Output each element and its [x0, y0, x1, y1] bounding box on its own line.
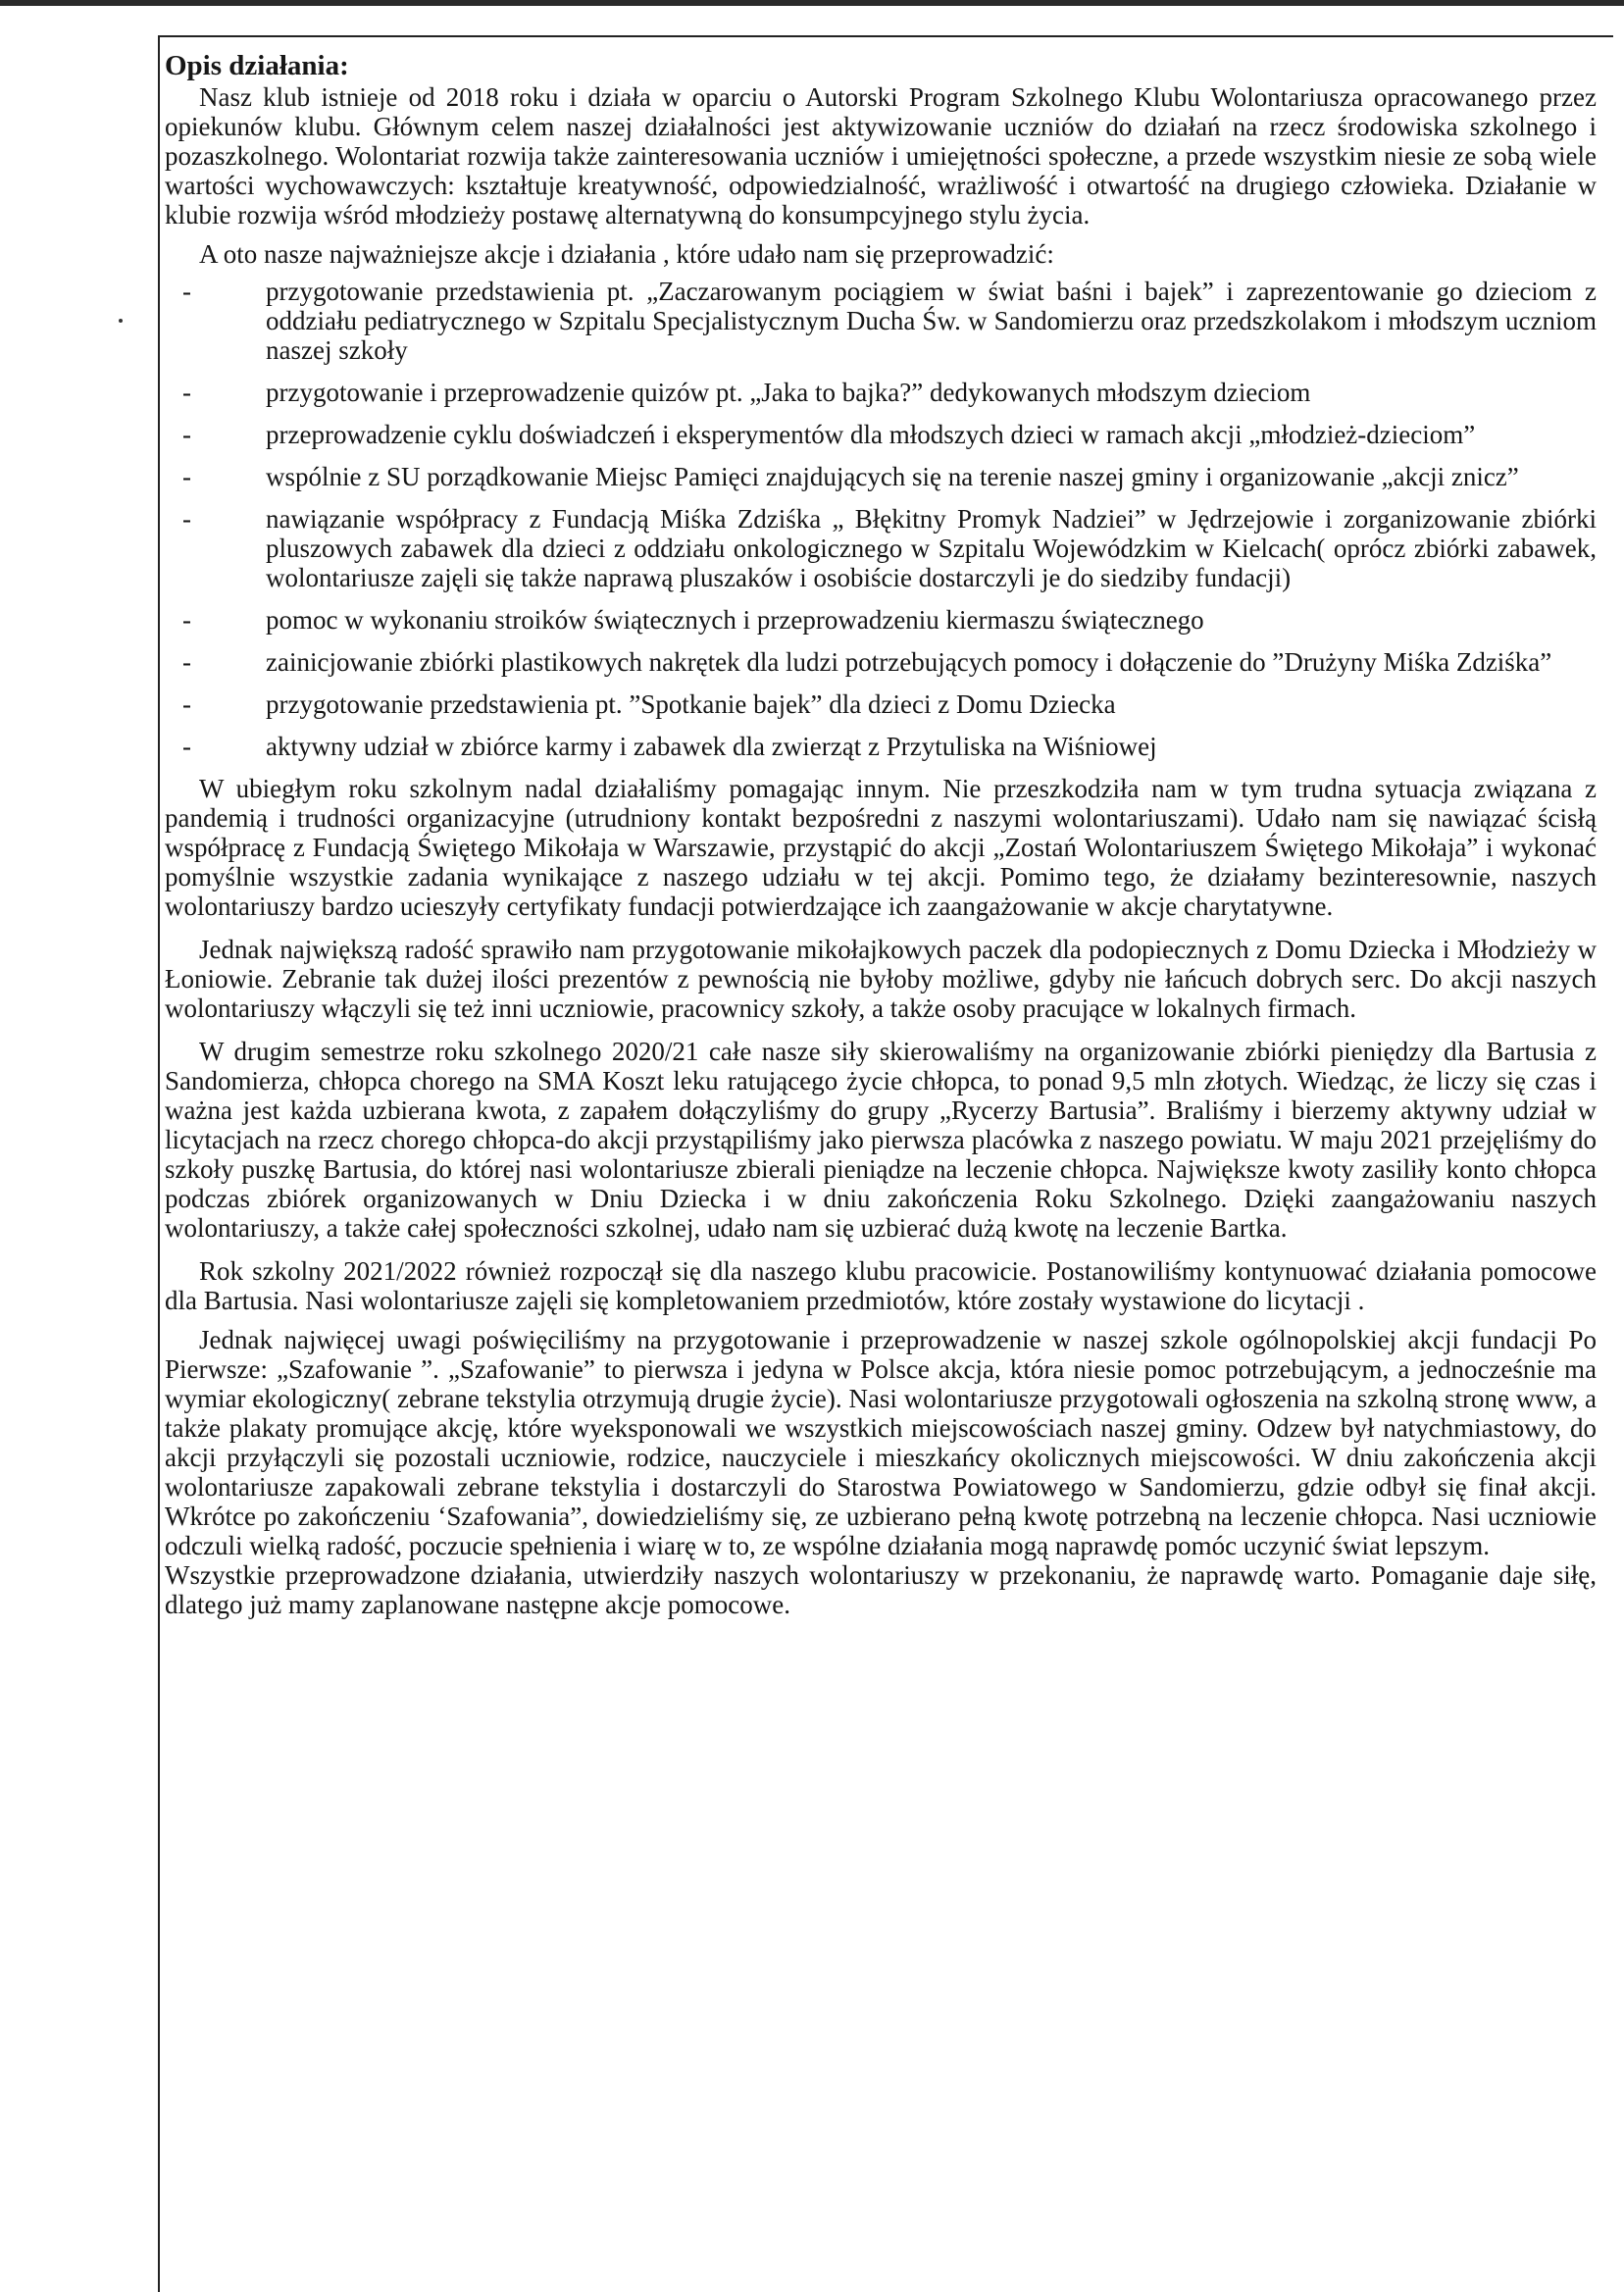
- paragraph-closing: Wszystkie przeprowadzone działania, utwierdziły naszych wolontariuszy w przekonaniu, że naprawdę warto. Pomaganie daje siłę, dlatego już mamy zaplanowane następne akcje pomocowe.: [165, 1560, 1597, 1619]
- document-body: [165, 49, 1597, 1619]
- list-item: - zainicjowanie zbiórki plastikowych nakrętek dla ludzi potrzebujących pomocy i dołączenie do ”Drużyny Miśka Zdziśka”: [266, 647, 1597, 677]
- intro-paragraph: Nasz klub istnieje od 2018 roku i działa w oparciu o Autorski Program Szkolnego Klubu Wolontariusza opracowanego przez opiekunów klubu. Głównym celem naszej działalności jest aktywizowanie uczniów do działań na rzecz środowiska szkolnego i pozaszkolnego. Wolontariat rozwija także zainteresowania uczniów i umiejętności społeczne, a przede wszystkim niesie ze sobą wiele wartości wychowawczych: kształtuje kreatywność, odpowiedzialność, wrażliwość i otwartość na drugiego człowieka. Działanie w klubie rozwija wśród młodzieży postawę alternatywną do konsumpcyjnego stylu życia.: [165, 82, 1597, 229]
- list-item: - wspólnie z SU porządkowanie Miejsc Pamięci znajdujących się na terenie naszej gminy i organizowanie „akcji znicz”: [266, 462, 1597, 491]
- scan-speck: [119, 319, 123, 323]
- actions-list: [165, 277, 1597, 761]
- paragraph-szafowanie: Jednak najwięcej uwagi poświęciliśmy na przygotowanie i przeprowadzenie w naszej szkole ogólnopolskiej akcji fundacji Po Pierwsze: „Szafowanie ”. „Szafowanie” to pierwsza i jedyna w Polsce akcja, która niesie pomoc potrzebującym, a jednocześnie ma wymiar ekologiczny( zebrane tekstylia otrzymują drugie życie). Nasi wolontariusze przygotowali ogłoszenia na szkolną stronę www, a także plakaty promujące akcję, które wyeksponowali we wszystkich miejscowościach naszej gminy. Odzew był natychmiastowy, do akcji przyłączyli się pozostali uczniowie, rodzice, nauczyciele i mieszkańcy okolicznych miejscowości. W dniu zakończenia akcji wolontariusze zapakowali zebrane tekstylia i dostarczyli do Starostwa Powiatowego w Sandomierzu, gdzie odbył się finał akcji. Wkrótce po zakończeniu ‘Szafowania”, dowiedzieliśmy się, ze uzbierano pełną kwotę potrzebną na leczenie chłopca. Nasi uczniowie odczuli wielką radość, poczucie spełnienia i wiarę w to, ze wspólne działania mogą naprawdę pomóc uczynić świat lepszym.: [165, 1325, 1597, 1560]
- section-heading: Opis działania:: [165, 50, 349, 81]
- list-item: - przygotowanie i przeprowadzenie quizów pt. „Jaka to bajka?” dedykowanych młodszym dzieciom: [266, 378, 1597, 407]
- list-intro: A oto nasze najważniejsze akcje i działania , które udało nam się przeprowadzić:: [199, 239, 1054, 269]
- list-item: - aktywny udział w zbiórce karmy i zabawek dla zwierząt z Przytuliska na Wiśniowej: [266, 732, 1597, 761]
- scan-edge: [0, 0, 1624, 6]
- paragraph-pandemic: W ubiegłym roku szkolnym nadal działaliśmy pomagając innym. Nie przeszkodziła nam w tym trudna sytuacja związana z pandemią i trudności organizacyjne (utrudniony kontakt bezpośredni z naszymi wolontariuszami). Udało nam się nawiązać ścisłą współpracę z Fundacją Świętego Mikołaja w Warszawie, przystąpić do akcji „Zostań Wolontariuszem Świętego Mikołaja” i wykonać pomyślnie wszystkie zadania wynikające z naszego udziału w tej akcji. Pomimo tego, że działamy bezinteresownie, naszych wolontariuszy bardzo ucieszyły certyfikaty fundacji potwierdzające ich zaangażowanie w akcje charytatywne.: [165, 774, 1597, 921]
- list-item: - przygotowanie przedstawienia pt. „Zaczarowanym pociągiem w świat baśni i bajek” i zaprezentowanie go dzieciom z oddziału pediatrycznego w Szpitalu Specjalistycznym Ducha Św. w Sandomierzu oraz przedszkolakom i młodszym uczniom naszej szkoły: [266, 277, 1597, 365]
- paragraph-school-year: Rok szkolny 2021/2022 również rozpoczął się dla naszego klubu pracowicie. Postanowiliśmy kontynuować działania pomocowe dla Bartusia. Nasi wolontariusze zajęli się kompletowaniem przedmiotów, które zostały wystawione do licytacji .: [165, 1256, 1597, 1315]
- paragraph-gifts: Jednak największą radość sprawiło nam przygotowanie mikołajkowych paczek dla podopiecznych z Domu Dziecka i Młodzieży w Łoniowie. Zebranie tak dużej ilości prezentów z pewnością nie byłoby możliwe, gdyby nie łańcuch dobrych serc. Do akcji naszych wolontariuszy włączyli się też inni uczniowie, pracownicy szkoły, a także osoby pracujące w lokalnych firmach.: [165, 935, 1597, 1023]
- list-item: - przygotowanie przedstawienia pt. ”Spotkanie bajek” dla dzieci z Domu Dziecka: [266, 689, 1597, 719]
- list-item: - nawiązanie współpracy z Fundacją Miśka Zdziśka „ Błękitny Promyk Nadziei” w Jędrzejowie i zorganizowanie zbiórki pluszowych zabawek dla dzieci z oddziału onkologicznego w Szpitalu Wojewódzkim w Kielcach( oprócz zbiórki zabawek, wolontariusze zajęli się także naprawą pluszaków i osobiście dostarczyli je do siedziby fundacji): [266, 504, 1597, 592]
- paragraph-bartus: W drugim semestrze roku szkolnego 2020/21 całe nasze siły skierowaliśmy na organizowanie zbiórki pieniędzy dla Bartusia z Sandomierza, chłopca chorego na SMA Koszt leku ratującego życie chłopca, to ponad 9,5 mln złotych. Wiedząc, że liczy się czas i ważna jest każda uzbierana kwota, z zapałem dołączyliśmy do grupy „Rycerzy Bartusia”. Braliśmy i bierzemy aktywny udział w licytacjach na rzecz chorego chłopca-do akcji przystąpiliśmy jako pierwsza placówka z naszego powiatu. W maju 2021 przejęliśmy do szkoły puszkę Bartusia, do której nasi wolontariusze zbierali pieniądze na leczenie chłopca. Największe kwoty zasiliły konto chłopca podczas zbiórek organizowanych w Dniu Dziecka i w dniu zakończenia Roku Szkolnego. Dzięki zaangażowaniu naszych wolontariuszy, a także całej społeczności szkolnej, udało nam się uzbierać dużą kwotę na leczenie Bartka.: [165, 1037, 1597, 1243]
- list-item: - pomoc w wykonaniu stroików świątecznych i przeprowadzeniu kiermaszu świątecznego: [266, 605, 1597, 635]
- list-item: - przeprowadzenie cyklu doświadczeń i eksperymentów dla młodszych dzieci w ramach akcji „młodzież-dzieciom”: [266, 420, 1597, 449]
